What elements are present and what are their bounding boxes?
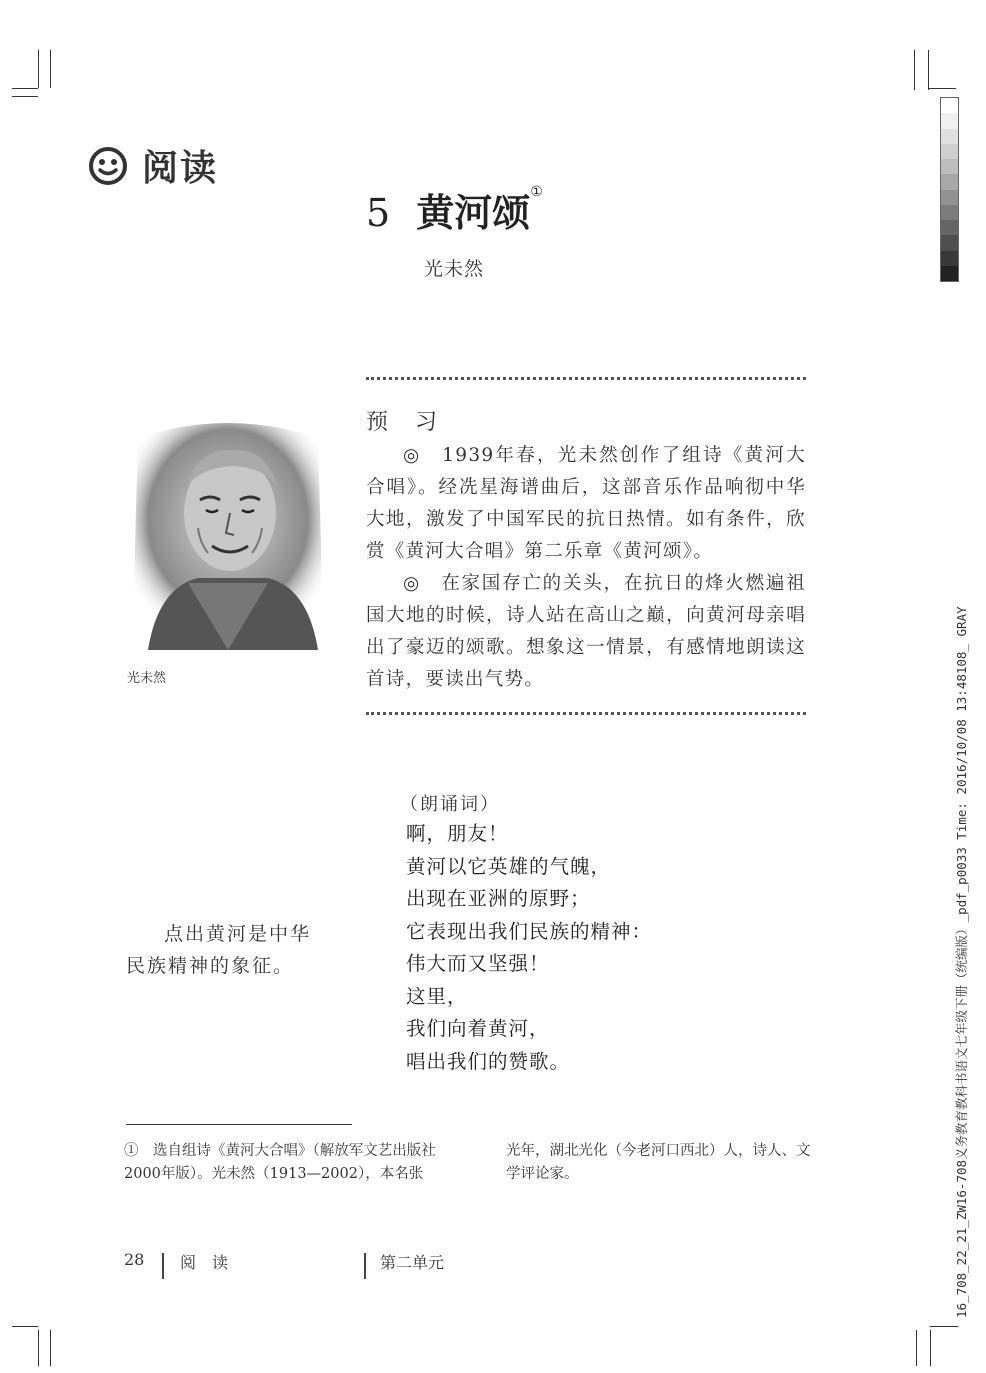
print-info-text: 16_708_22_21_ZW16-708义务教育教科书语文七年级下册（统编版）_pdf_p0033 Time: 2016/10/08 13:48108_ GRAY bbox=[954, 606, 969, 1318]
poem-line: 它表现出我们民族的精神： bbox=[406, 919, 653, 943]
preview-body bbox=[366, 440, 806, 696]
gray-scale-bar bbox=[940, 97, 959, 282]
lesson-title bbox=[366, 182, 543, 237]
print-info-mark bbox=[952, 606, 969, 1318]
footer-unit: 第二单元 bbox=[380, 1253, 445, 1272]
crop-mark bbox=[916, 1330, 917, 1366]
section-title: 阅读 bbox=[142, 147, 219, 189]
footnote-right: 光年，湖北光化（今老河口西北）人，诗人、文学评论家。 bbox=[506, 1143, 811, 1182]
dotted-divider bbox=[366, 377, 806, 380]
crop-mark bbox=[38, 50, 39, 88]
poem-line: 这里， bbox=[406, 984, 468, 1008]
lesson-title-text: 黄河颂 bbox=[416, 190, 531, 235]
author-name: 光未然 bbox=[424, 258, 485, 280]
preview-paragraph: ◎ 1939年春，光未然创作了组诗《黄河大合唱》。经冼星海谱曲后，这部音乐作品响彻中华大地，激发了中国军民的抗日热情。如有条件，欣赏《黄河大合唱》第二乐章《黄河颂》。 bbox=[366, 445, 806, 562]
portrait-caption: 光未然 bbox=[127, 671, 167, 686]
poem-line: 我们向着黄河， bbox=[406, 1017, 550, 1040]
preview-paragraph: ◎ 在家国存亡的关头，在抗日的烽火燃遍祖国大地的时候，诗人站在高山之巅，向黄河母亲唱出了豪迈的颂歌。想象这一情景，有感情地朗读这首诗，要读出气势。 bbox=[366, 573, 806, 690]
crop-mark bbox=[930, 1330, 931, 1366]
crop-mark bbox=[38, 1330, 39, 1366]
poem-line: 伟大而又坚强！ bbox=[406, 952, 550, 975]
crop-mark bbox=[12, 1326, 38, 1327]
crop-mark bbox=[12, 96, 38, 97]
margin-annotation bbox=[126, 918, 316, 982]
section-heading bbox=[88, 140, 218, 191]
smiley-face-icon bbox=[88, 146, 128, 186]
crop-mark bbox=[930, 1326, 958, 1327]
crop-mark bbox=[12, 88, 38, 89]
footnote-rule bbox=[126, 1124, 352, 1125]
poem-line: 啊，朋友！ bbox=[406, 822, 509, 845]
margin-annotation-text: 点出黄河是中华民族精神的象征。 bbox=[126, 923, 312, 977]
footnote-left: ① 选自组诗《黄河大合唱》（解放军文艺出版社2000年版）。光未然（1913—2002），本名张 bbox=[124, 1143, 436, 1182]
crop-mark bbox=[928, 88, 956, 89]
footer-section: 阅 读 bbox=[180, 1253, 229, 1272]
dotted-divider bbox=[366, 712, 806, 715]
crop-mark bbox=[50, 1330, 51, 1366]
footnote-mark: ① bbox=[530, 184, 543, 200]
poem-line: 出现在亚洲的原野； bbox=[406, 887, 591, 910]
crop-mark bbox=[50, 50, 51, 88]
preview-heading: 预 习 bbox=[366, 410, 447, 435]
lesson-number: 5 bbox=[366, 191, 391, 235]
poem-body bbox=[406, 818, 652, 1078]
crop-mark bbox=[914, 50, 915, 90]
author-portrait bbox=[128, 418, 328, 650]
footer-divider bbox=[162, 1253, 164, 1279]
poem-note: （朗诵词） bbox=[400, 794, 500, 815]
poem-line: 唱出我们的赞歌。 bbox=[406, 1049, 571, 1073]
footer-divider bbox=[364, 1253, 366, 1279]
page-number: 28 bbox=[124, 1250, 145, 1269]
poem-line: 黄河以它英雄的气魄， bbox=[406, 854, 612, 878]
crop-mark bbox=[928, 50, 929, 90]
